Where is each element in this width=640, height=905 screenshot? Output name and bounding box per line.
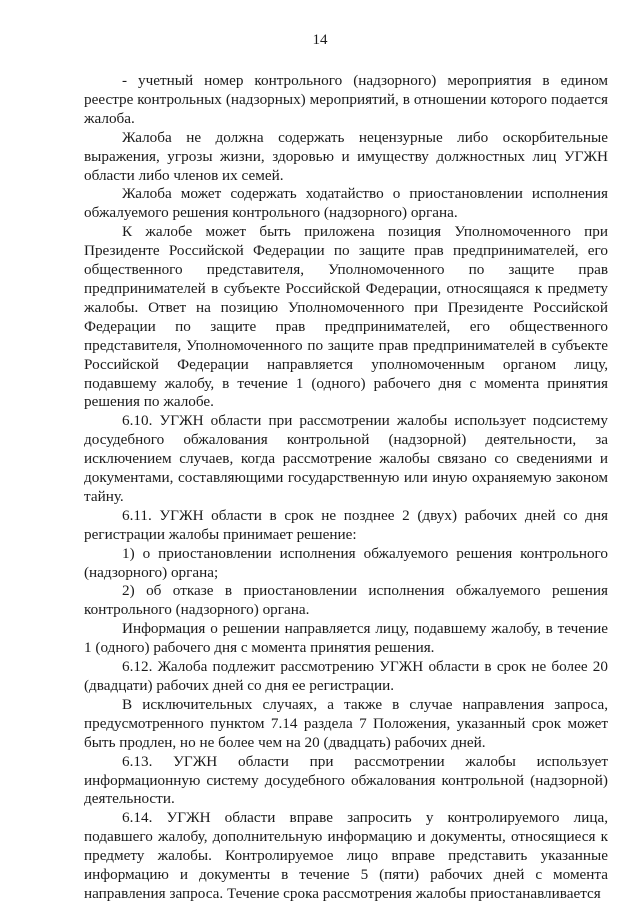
list-item-refusal: 2) об отказе в приостановлении исполнения обжалуемого решения контрольного (надзорного) органа. (84, 582, 608, 619)
paragraph-decision-notice: Информация о решении направляется лицу, подавшему жалобу, в течение 1 (одного) рабочего дня с момента принятия решения. (84, 620, 608, 657)
paragraph-6-14: 6.14. УГЖН области вправе запросить у контролируемого лица, подавшего жалобу, дополнительную информацию и документы, относящиеся к предмету жалобы. Контролируемое лицо вправе представить указанные информацию и документы в течение 5 (пяти) рабочих дней с момента направления запроса. Течение срока рассмотрения жалобы приостанавливается (84, 809, 608, 902)
page-number: 14 (312, 32, 328, 48)
paragraph-6-12: 6.12. Жалоба подлежит рассмотрению УГЖН области в срок не более 20 (двадцати) рабочих дней со дня ее регистрации. (84, 658, 608, 694)
paragraph-suspension-request: Жалоба может содержать ходатайство о приостановлении исполнения обжалуемого решения контрольного (надзорного) органа. (84, 185, 608, 222)
paragraph-6-10: 6.10. УГЖН области при рассмотрении жалобы использует подсистему досудебного обжалования контрольной (надзорной) деятельности, за исключением случаев, когда рассмотрение жалобы связано со сведениями и документами, составляющими государственную или иную охраняемую законом тайну. (84, 412, 608, 505)
paragraph-6-13: 6.13. УГЖН области при рассмотрении жалобы использует информационную систему досудебного обжалования контрольной (надзорной) деятельности. (84, 752, 608, 808)
paragraph-6-11: 6.11. УГЖН области в срок не позднее 2 (двух) рабочих дней со дня регистрации жалобы принимает решение: (84, 506, 608, 543)
paragraph-content-restrictions: Жалоба не должна содержать нецензурные либо оскорбительные выражения, угрозы жизни, здоровью и имуществу должностных лиц УГЖН области либо членов их семей. (84, 128, 608, 184)
paragraph-registry-number: - учетный номер контрольного (надзорного) мероприятия в едином реестре контрольных (надзорных) мероприятий, в отношении которого подается жалоба. (84, 72, 608, 127)
list-item-suspension: 1) о приостановлении исполнения обжалуемого решения контрольного (надзорного) органа; (84, 544, 608, 581)
paragraph-ombudsman-position: К жалобе может быть приложена позиция Уполномоченного при Президенте Российской Федерации по защите прав предпринимателей, его общественного представителя, Уполномоченного по защите прав предпринимателей в субъекте Российской Федерации, относящаяся к предмету жалобы. Ответ на позицию Уполномоченного при Президенте Российской Федерации по защите прав предпринимателей, его общественного представителя, Уполномоченного по защите прав предпринимателей в субъекте Российской Федерации направляется уполномоченным органом лицу, подавшему жалобу, в течение 1 (одного) рабочего дня с момента принятия решения по жалобе. (84, 223, 608, 411)
document-body (84, 72, 608, 904)
paragraph-extension: В исключительных случаях, а также в случае направления запроса, предусмотренного пунктом 7.14 раздела 7 Положения, указанный срок может быть продлен, но не более чем на 20 (двадцать) рабочих дней. (84, 695, 608, 751)
